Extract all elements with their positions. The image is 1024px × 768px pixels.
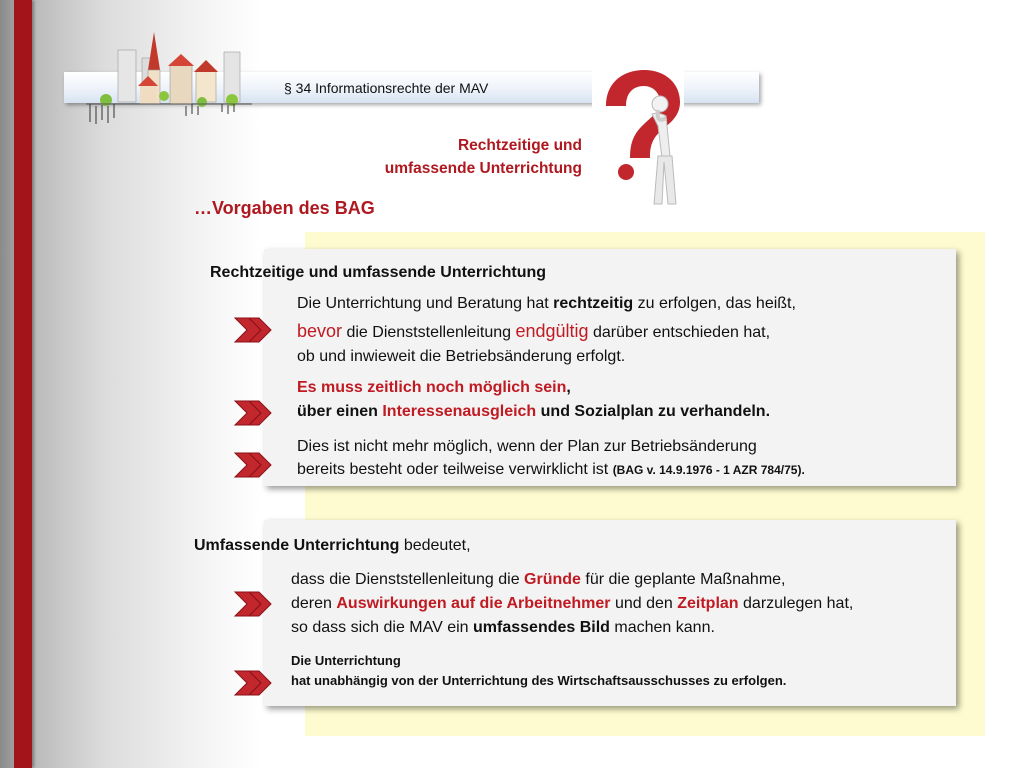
card2-p2-line2: hat unabhängig von der Unterrichtung des Wirtschaftsausschusses zu erfolgen.	[291, 673, 787, 688]
card1-p3-line2: bereits besteht oder teilweise verwirklicht ist (BAG v. 14.9.1976 - 1 AZR 784/75).	[297, 461, 805, 478]
card2-p2-line1: Die Unterrichtung	[291, 653, 401, 668]
card2-p1-line3: so dass sich die MAV ein umfassendes Bild machen kann.	[291, 619, 715, 636]
card2-title: Umfassende Unterrichtung bedeutet,	[194, 537, 471, 554]
card1-p1-line2: bevor die Dienststellenleitung endgültig darüber entschieden hat,	[297, 321, 771, 341]
heading-line-1: Rechtzeitige und	[457, 137, 582, 154]
question-mark-figure-icon	[592, 66, 684, 216]
card1-p1-line1: Die Unterrichtung und Beratung hat rechtzeitig zu erfolgen, das heißt,	[297, 295, 796, 312]
subtitle: …Vorgaben des BAG	[194, 198, 375, 218]
village-icon	[82, 30, 257, 126]
chevron-arrow-icon	[233, 398, 275, 428]
chevron-arrow-icon	[233, 668, 275, 698]
left-red-bar	[14, 0, 32, 768]
card2-p1-line2: deren Auswirkungen auf die Arbeitnehmer und den Zeitplan darzulegen hat,	[291, 595, 854, 612]
chevron-arrow-icon	[233, 450, 275, 480]
page-title: § 34 Informationsrechte der MAV	[284, 80, 489, 96]
citation: (BAG v. 14.9.1976 - 1 AZR 784/75).	[612, 463, 805, 477]
chevron-arrow-icon	[233, 315, 275, 345]
chevron-arrow-icon	[233, 589, 275, 619]
card1-p1-line3: ob und inwieweit die Betriebsänderung erfolgt.	[297, 348, 626, 365]
heading-line-2: umfassende Unterrichtung	[384, 160, 582, 177]
card1-title: Rechtzeitige und umfassende Unterrichtung	[210, 264, 547, 281]
card1-p3-line1: Dies ist nicht mehr möglich, wenn der Plan zur Betriebsänderung	[297, 438, 757, 455]
card1-p2-line2: über einen Interessenausgleich und Sozialplan zu verhandeln.	[297, 403, 771, 420]
card2-p1-line1: dass die Dienststellenleitung die Gründe für die geplante Maßnahme,	[291, 571, 786, 588]
card1-p2-line1: Es muss zeitlich noch möglich sein,	[297, 379, 571, 396]
